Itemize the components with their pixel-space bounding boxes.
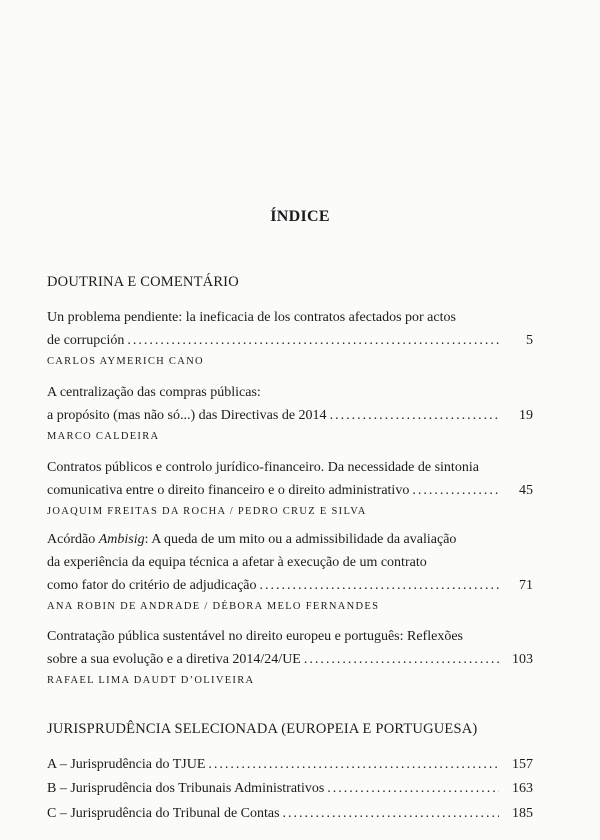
dot-leader — [330, 404, 499, 427]
toc-entry — [47, 306, 533, 371]
entry-author: ANA ROBIN DE ANDRADE / DÉBORA MELO FERNANDES — [47, 601, 380, 612]
page-title: ÍNDICE — [270, 208, 330, 225]
entry-title-last-line — [47, 574, 533, 597]
entry-title-suffix: : A queda de um mito ou a admissibilidade da avaliação — [144, 532, 457, 547]
entry-title-line: Contratação pública sustentável no direito europeu e português: Reflexões — [47, 629, 463, 644]
entry-title-italic: Ambisig — [98, 532, 145, 547]
jurisprudence-item — [47, 777, 533, 800]
jurisprudence-item — [47, 802, 533, 825]
entry-title-line: Un problema pendiente: la ineficacia de los contratos afectados por actos — [47, 310, 456, 325]
page-number: 19 — [519, 408, 533, 423]
entry-author: RAFAEL LIMA DAUDT D’OLIVEIRA — [47, 675, 255, 686]
dot-leader — [283, 802, 499, 825]
entry-title-text: a propósito (mas não só...) das Directivas de 2014 — [47, 408, 327, 423]
page-number: 163 — [512, 781, 533, 796]
entry-title-last-line — [47, 648, 533, 671]
jurisprudence-line — [47, 802, 533, 825]
page-number: 185 — [512, 806, 533, 821]
jurisprudence-label: B – Jurisprudência dos Tribunais Administrativos — [47, 781, 325, 796]
entry-title-last-line — [47, 479, 533, 502]
jurisprudence-line — [47, 753, 533, 776]
entry-title-text: como fator do critério de adjudicação — [47, 578, 257, 593]
entry-author: MARCO CALDEIRA — [47, 431, 160, 442]
entry-title-text: de corrupción — [47, 333, 125, 348]
entry-title-prefix: Acórdão — [47, 532, 99, 547]
dot-leader — [304, 648, 499, 671]
section-heading-jurisprudence: JURISPRUDÊNCIA SELECIONADA (EUROPEIA E PORTUGUESA) — [47, 721, 478, 737]
page-number: 5 — [526, 333, 533, 348]
dot-leader — [127, 329, 499, 352]
entry-title-line — [47, 528, 533, 551]
entry-author: JOAQUIM FREITAS DA ROCHA / PEDRO CRUZ E SILVA — [47, 506, 367, 517]
page-number: 71 — [519, 578, 533, 593]
page-number: 157 — [512, 757, 533, 772]
dot-leader — [327, 777, 499, 800]
entry-title-last-line — [47, 329, 533, 352]
toc-entry — [47, 456, 533, 521]
jurisprudence-label: A – Jurisprudência do TJUE — [47, 757, 206, 772]
jurisprudence-label: C – Jurisprudência do Tribunal de Contas — [47, 806, 280, 821]
entry-title-text: comunicativa entre o direito financeiro e o direito administrativo — [47, 483, 410, 498]
entry-title-line: Contratos públicos e controlo jurídico-financeiro. Da necessidade de sintonia — [47, 460, 479, 475]
entry-title-last-line — [47, 404, 533, 427]
jurisprudence-item — [47, 753, 533, 776]
entry-title-line: A centralização das compras públicas: — [47, 385, 261, 400]
section-heading-doctrine: DOUTRINA E COMENTÁRIO — [47, 274, 239, 290]
dot-leader — [208, 753, 499, 776]
entry-author: CARLOS AYMERICH CANO — [47, 356, 204, 367]
dot-leader — [412, 479, 499, 502]
entry-title-text: sobre a sua evolução e a diretiva 2014/24/UE — [47, 652, 301, 667]
toc-entry — [47, 381, 533, 446]
toc-entry — [47, 625, 533, 690]
page-number: 45 — [519, 483, 533, 498]
toc-entry — [47, 528, 533, 616]
page-number: 103 — [512, 652, 533, 667]
jurisprudence-line — [47, 777, 533, 800]
dot-leader — [260, 574, 499, 597]
entry-title-line: da experiência da equipa técnica a afetar à execução de um contrato — [47, 555, 427, 570]
